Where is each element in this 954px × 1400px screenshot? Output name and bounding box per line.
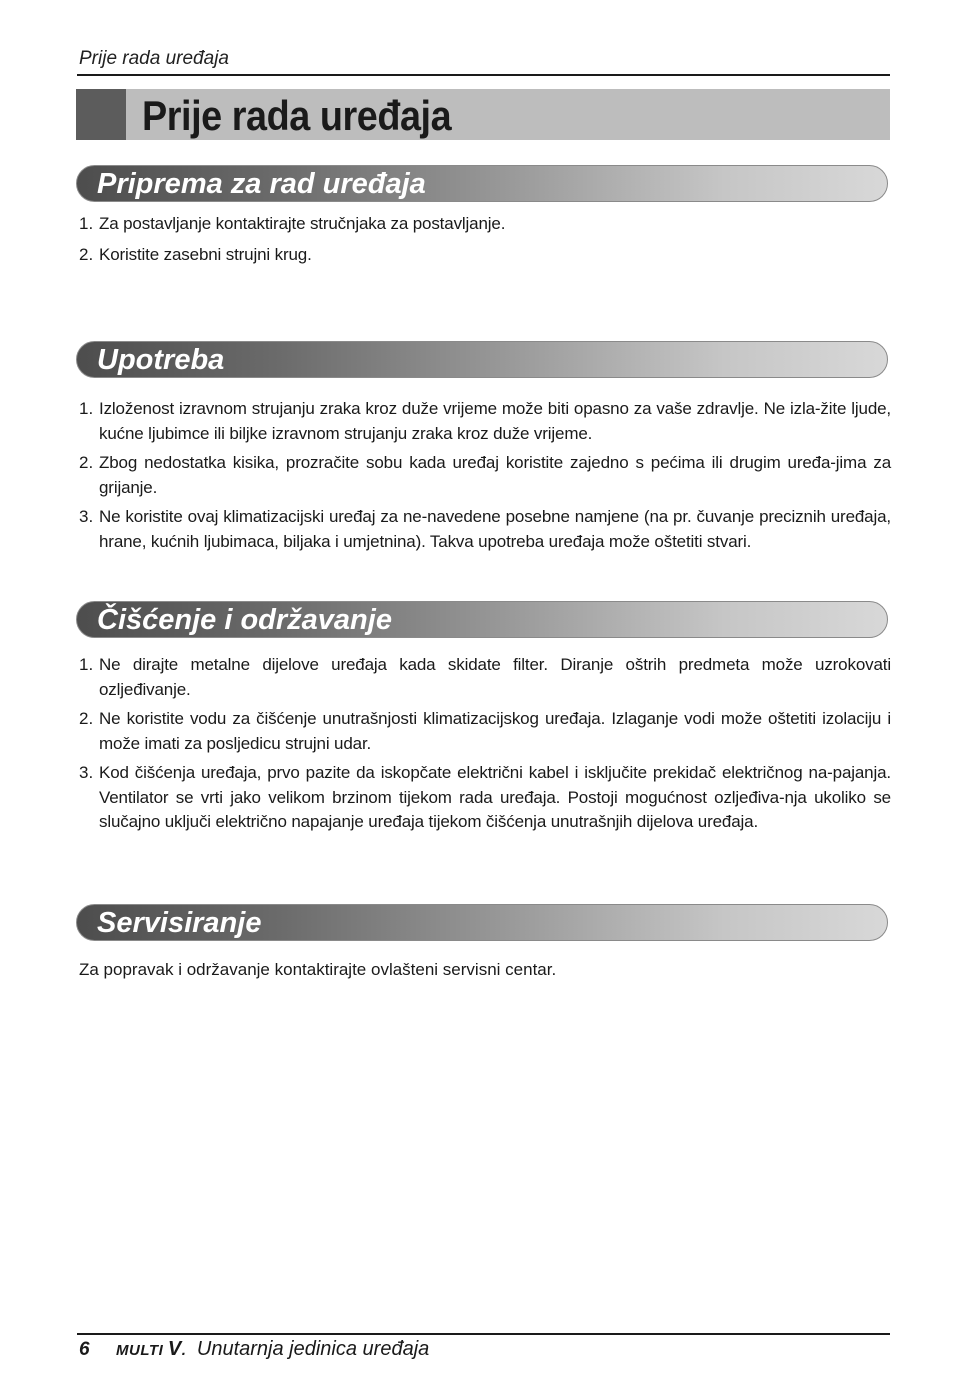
- header-rule: [77, 74, 890, 76]
- list-item-number: 2.: [79, 453, 94, 472]
- logo-multi: MULTI: [116, 1342, 164, 1359]
- title-accent-block: [76, 89, 126, 140]
- list-item-number: 2.: [79, 244, 94, 264]
- list-item-number: 3.: [79, 763, 94, 782]
- list-item-number: 1.: [79, 655, 94, 674]
- section-list-priprema: [79, 212, 891, 272]
- section-title: Upotreba: [97, 344, 225, 376]
- list-item: [79, 653, 891, 702]
- list-item: [79, 243, 891, 268]
- list-item: [79, 761, 891, 835]
- logo-v: V: [167, 1338, 182, 1360]
- list-item-text: Ne dirajte metalne dijelove uređaja kada skidate filter. Diranje oštrih predmeta može uzrokovati ozljeđivanje.: [99, 655, 891, 699]
- list-item: [79, 397, 891, 446]
- page-number: 6: [79, 1339, 90, 1360]
- list-item-text: Ne koristite ovaj klimatizacijski uređaj za ne-navedene posebne namjene (na pr. čuvanje preciznih uređaja, hrane, kućnih ljubimaca, biljaka i umjetnina). Takva upotreba uređaja može oštetiti stvari.: [99, 507, 891, 551]
- page-title: Prije rada uređaja: [142, 92, 452, 139]
- footer-text: Unutarnja jedinica uređaja: [196, 1338, 430, 1360]
- list-item: [79, 212, 891, 237]
- section-title: Priprema za rad uređaja: [97, 168, 426, 200]
- section-list-ciscenje: [79, 653, 891, 840]
- list-item: [79, 707, 891, 756]
- section-list-upotreba: [79, 397, 891, 559]
- list-item-text: Kod čišćenja uređaja, prvo pazite da iskopčate električni kabel i isključite prekidač električnog na-pajanja. Ventilator se vrti jako velikom brzinom tijekom rada uređaja. Postoji mogućnost ozljeđiva-nja ukoliko se slučajno uključi električno napajanje uređaja tijekom čišćenja unutrašnjih dijelova uređaja.: [99, 763, 891, 831]
- list-item-number: 1.: [79, 214, 94, 233]
- list-item-text: Za postavljanje kontaktirajte stručnjaka za postavljanje.: [99, 214, 506, 233]
- running-header: Prije rada uređaja: [79, 48, 229, 69]
- list-item-text: Izloženost izravnom strujanju zraka kroz duže vrijeme može biti opasno za vaše zdravlje. Ne izla-žite ljude, kućne ljubimce ili biljke izravnom strujanju zraka kroz duže vrijeme.: [99, 399, 891, 443]
- footer-rule: [77, 1333, 890, 1335]
- list-item: [79, 451, 891, 500]
- list-item-text: Koristite zasebni strujni krug.: [99, 244, 312, 264]
- section-header-servisiranje: [76, 904, 888, 941]
- logo-tm: .: [181, 1342, 187, 1359]
- section-title: Servisiranje: [97, 907, 262, 939]
- section-header-ciscenje: [76, 601, 888, 638]
- list-item-number: 3.: [79, 507, 94, 526]
- list-item-number: 1.: [79, 399, 94, 418]
- list-item: [79, 505, 891, 554]
- list-item-text: Zbog nedostatka kisika, prozračite sobu kada uređaj koristite zajedno s pećima ili drugim uređa-jima za grijanje.: [99, 453, 891, 497]
- page-footer: [79, 1336, 429, 1362]
- multi-v-logo: [116, 1336, 186, 1364]
- section-title: Čišćenje i održavanje: [97, 604, 392, 636]
- list-item-text: Ne koristite vodu za čišćenje unutrašnjosti klimatizacijskog uređaja. Izlaganje vodi može oštetiti izolaciju i može imati za posljedicu strujni udar.: [99, 709, 891, 753]
- servicing-text: Za popravak i održavanje kontaktirajte ovlašteni servisni centar.: [79, 960, 557, 979]
- list-item-number: 2.: [79, 709, 94, 728]
- page-title-bar: [76, 89, 890, 140]
- section-header-priprema: [76, 165, 888, 202]
- section-header-upotreba: [76, 341, 888, 378]
